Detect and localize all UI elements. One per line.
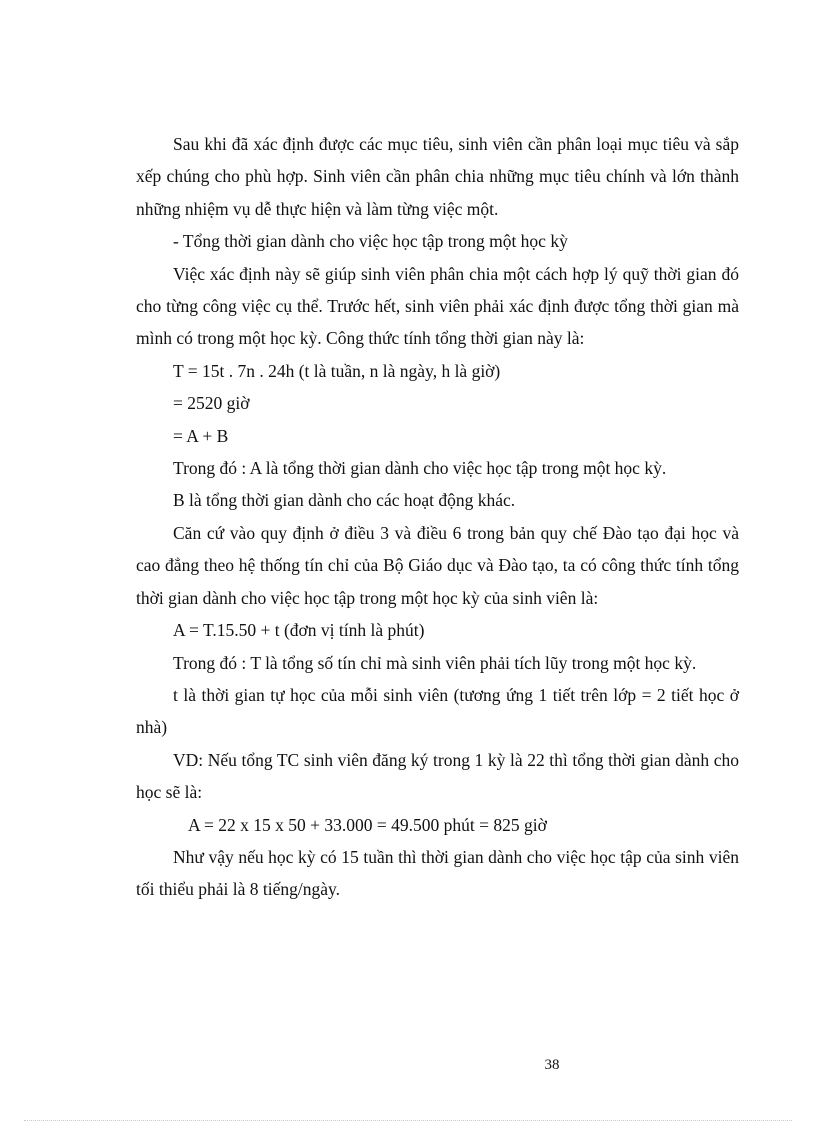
paragraph-time-allocation: Việc xác định này sẽ giúp sinh viên phân chia một cách hợp lý quỹ thời gian đó cho từng công việc cụ thể. Trước hết, sinh viên phải xác định được tổng thời gian mà mình có trong một học kỳ. Công thức tính tổng thời gian này là: bbox=[136, 263, 739, 349]
page-body bbox=[136, 128, 739, 906]
formula-study-time: A = T.15.50 + t (đơn vị tính là phút) bbox=[173, 620, 425, 641]
page-bottom-divider bbox=[24, 1120, 792, 1121]
paragraph-regulation: Căn cứ vào quy định ở điều 3 và điều 6 trong bản quy chế Đào tạo đại học và cao đẳng theo hệ thống tín chỉ của Bộ Giáo dục và Đào tạo, ta có công thức tính tổng thời gian dành cho việc học tập trong một học kỳ của sinh viên là: bbox=[136, 522, 739, 608]
formula-total-time: T = 15t . 7n . 24h (t là tuần, n là ngày, h là giờ) bbox=[173, 360, 501, 381]
paragraph-heading-total-time: - Tổng thời gian dành cho việc học tập trong một học kỳ bbox=[173, 231, 568, 252]
paragraph-definition-t-credits: Trong đó : T là tổng số tín chỉ mà sinh viên phải tích lũy trong một học kỳ. bbox=[173, 652, 697, 673]
paragraph-definition-t-selfstudy: t là thời gian tự học của mỗi sinh viên (tương ứng 1 tiết trên lớp = 2 tiết học ở nhà) bbox=[136, 684, 739, 738]
paragraph-goals: Sau khi đã xác định được các mục tiêu, sinh viên cần phân loại mục tiêu và sắp xếp chúng cho phù hợp. Sinh viên cần phân chia những mục tiêu chính và lớn thành những nhiệm vụ dễ thực hiện và làm từng việc một. bbox=[136, 134, 739, 219]
formula-result-hours: = 2520 giờ bbox=[173, 393, 250, 414]
page-number: 38 bbox=[544, 1057, 560, 1073]
formula-example-calculation: A = 22 x 15 x 50 + 33.000 = 49.500 phút = 825 giờ bbox=[188, 814, 547, 835]
paragraph-definition-b: B là tổng thời gian dành cho các hoạt động khác. bbox=[173, 490, 516, 511]
paragraph-definition-a: Trong đó : A là tổng thời gian dành cho việc học tập trong một học kỳ. bbox=[173, 458, 667, 479]
paragraph-example: VD: Nếu tổng TC sinh viên đăng ký trong 1 kỳ là 22 thì tổng thời gian dành cho học sẽ là: bbox=[136, 749, 739, 803]
formula-a-plus-b: = A + B bbox=[173, 425, 229, 446]
paragraph-conclusion: Như vậy nếu học kỳ có 15 tuần thì thời gian dành cho việc học tập của sinh viên tối thiểu phải là 8 tiếng/ngày. bbox=[136, 846, 739, 900]
